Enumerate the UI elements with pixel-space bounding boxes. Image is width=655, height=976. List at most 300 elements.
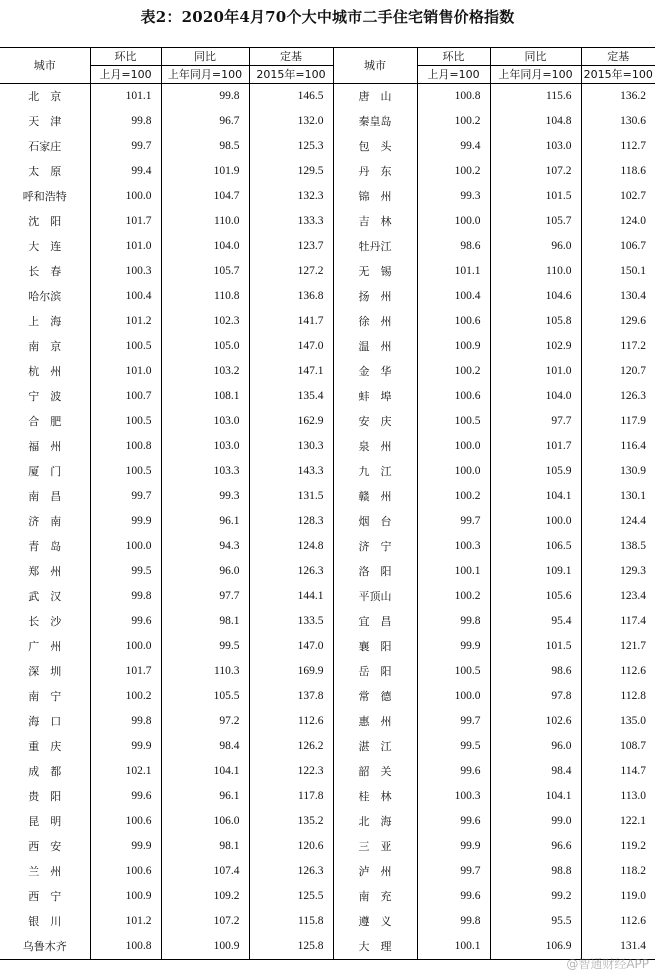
fixed-cell: 115.8	[249, 909, 333, 934]
mom-cell: 100.6	[90, 809, 161, 834]
city-cell: 济 南	[28, 515, 62, 528]
fixed-cell: 124.0	[581, 209, 655, 234]
city-cell: 哈尔滨	[28, 290, 62, 303]
mom-cell: 99.7	[90, 484, 161, 509]
city-cell: 合 肥	[28, 415, 62, 428]
table-body	[0, 84, 655, 960]
yoy-cell: 104.1	[490, 784, 581, 809]
table-row	[0, 884, 655, 909]
mom-cell: 99.5	[90, 559, 161, 584]
city-cell: 武 汉	[28, 590, 62, 603]
yoy-cell: 99.2	[490, 884, 581, 909]
mom-cell: 100.9	[417, 334, 490, 359]
fixed-cell: 123.4	[581, 584, 655, 609]
city-cell: 扬 州	[333, 284, 417, 309]
mom-cell: 101.2	[90, 309, 161, 334]
fixed-cell: 112.6	[581, 909, 655, 934]
yoy-cell: 103.0	[161, 409, 249, 434]
city-cell: 沈 阳	[28, 215, 62, 228]
table-row	[0, 759, 655, 784]
fixed-cell: 130.4	[581, 284, 655, 309]
yoy-cell: 110.0	[490, 259, 581, 284]
city-cell: 无 锡	[333, 259, 417, 284]
yoy-cell: 97.7	[490, 409, 581, 434]
fixed-cell: 130.6	[581, 109, 655, 134]
fixed-cell: 169.9	[249, 659, 333, 684]
fixed-base-header: 2015年=100	[581, 66, 655, 84]
yoy-cell: 101.5	[490, 184, 581, 209]
city-cell: 海 口	[28, 715, 62, 728]
table-row	[0, 184, 655, 209]
mom-cell: 100.8	[417, 84, 490, 110]
yoy-cell: 102.3	[161, 309, 249, 334]
mom-cell: 100.1	[417, 934, 490, 960]
fixed-cell: 124.8	[249, 534, 333, 559]
fixed-cell: 116.4	[581, 434, 655, 459]
mom-cell: 99.9	[90, 834, 161, 859]
yoy-cell: 98.4	[161, 734, 249, 759]
city-cell: 惠 州	[333, 709, 417, 734]
mom-cell: 100.0	[90, 634, 161, 659]
yoy-cell: 108.1	[161, 384, 249, 409]
mom-cell: 100.0	[417, 209, 490, 234]
fixed-cell: 106.7	[581, 234, 655, 259]
city-cell: 九 江	[333, 459, 417, 484]
yoy-cell: 105.8	[490, 309, 581, 334]
fixed-cell: 118.6	[581, 159, 655, 184]
city-cell: 石家庄	[28, 140, 62, 153]
mom-cell: 99.6	[417, 759, 490, 784]
yoy-header: 同比	[161, 48, 249, 66]
yoy-cell: 104.0	[161, 234, 249, 259]
yoy-cell: 98.8	[490, 859, 581, 884]
table-row	[0, 609, 655, 634]
table-row	[0, 284, 655, 309]
yoy-cell: 100.0	[490, 509, 581, 534]
yoy-cell: 110.0	[161, 209, 249, 234]
city-cell: 福 州	[28, 440, 62, 453]
table-row	[0, 334, 655, 359]
yoy-cell: 96.1	[161, 509, 249, 534]
city-cell: 郑 州	[28, 565, 62, 578]
fixed-cell: 132.3	[249, 184, 333, 209]
yoy-cell: 100.9	[161, 934, 249, 960]
city-cell: 南 京	[28, 340, 62, 353]
mom-cell: 99.4	[90, 159, 161, 184]
table-row	[0, 159, 655, 184]
fixed-header: 定基	[581, 48, 655, 66]
mom-cell: 101.0	[90, 359, 161, 384]
mom-cell: 101.0	[90, 234, 161, 259]
mom-cell: 99.3	[417, 184, 490, 209]
city-cell: 泸 州	[333, 859, 417, 884]
fixed-cell: 150.1	[581, 259, 655, 284]
yoy-cell: 110.3	[161, 659, 249, 684]
mom-cell: 101.2	[90, 909, 161, 934]
fixed-cell: 141.7	[249, 309, 333, 334]
yoy-header: 同比	[490, 48, 581, 66]
yoy-cell: 99.5	[161, 634, 249, 659]
fixed-cell: 130.3	[249, 434, 333, 459]
fixed-cell: 120.6	[249, 834, 333, 859]
fixed-cell: 125.5	[249, 884, 333, 909]
header-subrow	[0, 66, 655, 84]
mom-cell: 100.5	[90, 409, 161, 434]
fixed-cell: 112.6	[581, 659, 655, 684]
city-cell: 大 理	[333, 934, 417, 960]
yoy-cell: 96.0	[161, 559, 249, 584]
fixed-cell: 131.5	[249, 484, 333, 509]
mom-cell: 99.7	[90, 134, 161, 159]
mom-cell: 100.5	[90, 459, 161, 484]
city-cell: 宁 波	[28, 390, 62, 403]
fixed-cell: 120.7	[581, 359, 655, 384]
fixed-cell: 126.3	[249, 859, 333, 884]
city-cell: 遵 义	[333, 909, 417, 934]
table-row	[0, 734, 655, 759]
table-row	[0, 684, 655, 709]
mom-cell: 102.1	[90, 759, 161, 784]
yoy-cell: 97.8	[490, 684, 581, 709]
mom-base-header: 上月=100	[90, 66, 161, 84]
table-row	[0, 509, 655, 534]
fixed-cell: 113.0	[581, 784, 655, 809]
yoy-cell: 104.1	[490, 484, 581, 509]
yoy-cell: 115.6	[490, 84, 581, 110]
city-cell: 深 圳	[28, 665, 62, 678]
yoy-cell: 105.0	[161, 334, 249, 359]
city-cell: 贵 阳	[28, 790, 62, 803]
yoy-cell: 98.6	[490, 659, 581, 684]
table-row	[0, 584, 655, 609]
mom-cell: 99.5	[417, 734, 490, 759]
table-row	[0, 659, 655, 684]
city-cell: 成 都	[28, 765, 62, 778]
city-cell: 济 宁	[333, 534, 417, 559]
mom-cell: 101.7	[90, 659, 161, 684]
fixed-cell: 131.4	[581, 934, 655, 960]
yoy-cell: 103.0	[490, 134, 581, 159]
mom-base-header: 上月=100	[417, 66, 490, 84]
city-cell: 牡丹江	[333, 234, 417, 259]
fixed-cell: 126.3	[249, 559, 333, 584]
mom-header: 环比	[417, 48, 490, 66]
mom-cell: 100.4	[417, 284, 490, 309]
table-row	[0, 484, 655, 509]
fixed-cell: 136.2	[581, 84, 655, 110]
yoy-cell: 96.6	[490, 834, 581, 859]
fixed-cell: 138.5	[581, 534, 655, 559]
yoy-cell: 95.5	[490, 909, 581, 934]
city-cell: 太 原	[28, 165, 62, 178]
yoy-cell: 104.6	[490, 284, 581, 309]
city-cell: 青 岛	[28, 540, 62, 553]
yoy-cell: 99.0	[490, 809, 581, 834]
yoy-cell: 104.7	[161, 184, 249, 209]
city-cell: 西 宁	[28, 890, 62, 903]
mom-cell: 99.8	[417, 909, 490, 934]
city-cell: 长 沙	[28, 615, 62, 628]
mom-cell: 100.9	[90, 884, 161, 909]
fixed-cell: 119.2	[581, 834, 655, 859]
city-cell: 桂 林	[333, 784, 417, 809]
yoy-cell: 109.2	[161, 884, 249, 909]
table-row	[0, 409, 655, 434]
mom-cell: 99.6	[90, 609, 161, 634]
fixed-cell: 117.2	[581, 334, 655, 359]
fixed-cell: 108.7	[581, 734, 655, 759]
fixed-cell: 122.3	[249, 759, 333, 784]
city-cell: 乌鲁木齐	[0, 934, 90, 960]
yoy-cell: 95.4	[490, 609, 581, 634]
mom-cell: 100.2	[417, 584, 490, 609]
city-cell: 三 亚	[333, 834, 417, 859]
table-row	[0, 859, 655, 884]
city-cell: 宜 昌	[333, 609, 417, 634]
city-cell: 襄 阳	[333, 634, 417, 659]
yoy-cell: 96.1	[161, 784, 249, 809]
fixed-cell: 117.9	[581, 409, 655, 434]
yoy-cell: 106.0	[161, 809, 249, 834]
mom-cell: 99.6	[90, 784, 161, 809]
fixed-cell: 147.1	[249, 359, 333, 384]
fixed-cell: 126.2	[249, 734, 333, 759]
fixed-cell: 135.4	[249, 384, 333, 409]
fixed-cell: 147.0	[249, 634, 333, 659]
mom-cell: 99.9	[417, 634, 490, 659]
mom-cell: 100.0	[417, 434, 490, 459]
mom-cell: 100.6	[417, 309, 490, 334]
mom-cell: 100.5	[90, 334, 161, 359]
table-row	[0, 709, 655, 734]
city-cell: 重 庆	[28, 740, 62, 753]
yoy-base-header: 上年同月=100	[161, 66, 249, 84]
watermark: @智通财经APP	[566, 957, 649, 971]
mom-cell: 99.8	[417, 609, 490, 634]
city-cell: 泉 州	[333, 434, 417, 459]
city-cell: 常 德	[333, 684, 417, 709]
mom-cell: 100.4	[90, 284, 161, 309]
mom-cell: 100.2	[90, 684, 161, 709]
fixed-cell: 146.5	[249, 84, 333, 110]
yoy-cell: 98.4	[490, 759, 581, 784]
city-cell: 赣 州	[333, 484, 417, 509]
mom-cell: 100.0	[90, 184, 161, 209]
fixed-cell: 143.3	[249, 459, 333, 484]
table-title: 表2：2020年4月70个大中城市二手住宅销售价格指数	[140, 8, 515, 26]
yoy-cell: 107.4	[161, 859, 249, 884]
mom-cell: 99.6	[417, 884, 490, 909]
fixed-cell: 112.8	[581, 684, 655, 709]
mom-cell: 101.1	[417, 259, 490, 284]
city-cell: 温 州	[333, 334, 417, 359]
city-cell: 秦皇岛	[333, 109, 417, 134]
table-row	[0, 109, 655, 134]
yoy-cell: 98.1	[161, 609, 249, 634]
city-cell: 韶 关	[333, 759, 417, 784]
city-cell: 吉 林	[333, 209, 417, 234]
fixed-cell: 102.7	[581, 184, 655, 209]
city-cell: 北 京	[28, 90, 62, 103]
fixed-cell: 137.8	[249, 684, 333, 709]
yoy-cell: 103.3	[161, 459, 249, 484]
city-header: 城市	[333, 48, 417, 84]
city-cell: 锦 州	[333, 184, 417, 209]
mom-header: 环比	[90, 48, 161, 66]
yoy-cell: 105.7	[490, 209, 581, 234]
mom-cell: 100.3	[90, 259, 161, 284]
yoy-cell: 101.9	[161, 159, 249, 184]
city-cell: 包 头	[333, 134, 417, 159]
yoy-cell: 105.6	[490, 584, 581, 609]
city-cell: 广 州	[28, 640, 62, 653]
city-cell: 昆 明	[28, 815, 62, 828]
mom-cell: 100.3	[417, 784, 490, 809]
mom-cell: 100.8	[90, 434, 161, 459]
yoy-cell: 104.8	[490, 109, 581, 134]
yoy-cell: 104.0	[490, 384, 581, 409]
fixed-cell: 133.5	[249, 609, 333, 634]
yoy-cell: 107.2	[490, 159, 581, 184]
table-row	[0, 209, 655, 234]
fixed-cell: 132.0	[249, 109, 333, 134]
price-index-table	[0, 47, 655, 960]
yoy-cell: 103.2	[161, 359, 249, 384]
mom-cell: 99.8	[90, 584, 161, 609]
mom-cell: 100.2	[417, 359, 490, 384]
yoy-cell: 96.0	[490, 734, 581, 759]
yoy-cell: 106.5	[490, 534, 581, 559]
fixed-cell: 129.3	[581, 559, 655, 584]
mom-cell: 98.6	[417, 234, 490, 259]
table-row	[0, 134, 655, 159]
mom-cell: 99.9	[417, 834, 490, 859]
yoy-cell: 102.9	[490, 334, 581, 359]
mom-cell: 99.7	[417, 709, 490, 734]
fixed-cell: 133.3	[249, 209, 333, 234]
mom-cell: 99.6	[417, 809, 490, 834]
yoy-cell: 96.7	[161, 109, 249, 134]
mom-cell: 100.0	[417, 684, 490, 709]
fixed-cell: 127.2	[249, 259, 333, 284]
table-row	[0, 934, 655, 960]
fixed-cell: 144.1	[249, 584, 333, 609]
mom-cell: 100.3	[417, 534, 490, 559]
mom-cell: 100.6	[417, 384, 490, 409]
mom-cell: 101.7	[90, 209, 161, 234]
yoy-cell: 98.5	[161, 134, 249, 159]
mom-cell: 100.2	[417, 159, 490, 184]
fixed-cell: 117.4	[581, 609, 655, 634]
city-cell: 徐 州	[333, 309, 417, 334]
mom-cell: 100.7	[90, 384, 161, 409]
mom-cell: 99.7	[417, 509, 490, 534]
fixed-cell: 112.7	[581, 134, 655, 159]
yoy-cell: 98.1	[161, 834, 249, 859]
city-cell: 湛 江	[333, 734, 417, 759]
city-cell: 厦 门	[28, 465, 62, 478]
city-cell: 南 宁	[28, 690, 62, 703]
table-row	[0, 909, 655, 934]
mom-cell: 100.1	[417, 559, 490, 584]
fixed-cell: 135.0	[581, 709, 655, 734]
yoy-cell: 97.2	[161, 709, 249, 734]
city-cell: 南 昌	[28, 490, 62, 503]
city-cell: 丹 东	[333, 159, 417, 184]
mom-cell: 100.8	[90, 934, 161, 960]
yoy-cell: 97.7	[161, 584, 249, 609]
yoy-cell: 107.2	[161, 909, 249, 934]
table-row	[0, 459, 655, 484]
table-row	[0, 359, 655, 384]
yoy-cell: 106.9	[490, 934, 581, 960]
fixed-cell: 130.9	[581, 459, 655, 484]
mom-cell: 100.2	[417, 109, 490, 134]
fixed-cell: 118.2	[581, 859, 655, 884]
fixed-cell: 129.6	[581, 309, 655, 334]
city-cell: 岳 阳	[333, 659, 417, 684]
fixed-cell: 136.8	[249, 284, 333, 309]
yoy-cell: 99.3	[161, 484, 249, 509]
yoy-cell: 105.9	[490, 459, 581, 484]
table-row	[0, 559, 655, 584]
mom-cell: 99.9	[90, 509, 161, 534]
city-cell: 烟 台	[333, 509, 417, 534]
fixed-cell: 162.9	[249, 409, 333, 434]
yoy-cell: 102.6	[490, 709, 581, 734]
mom-cell: 100.0	[417, 459, 490, 484]
fixed-cell: 121.7	[581, 634, 655, 659]
yoy-cell: 101.0	[490, 359, 581, 384]
table-row	[0, 834, 655, 859]
city-cell: 兰 州	[28, 865, 62, 878]
table-row	[0, 384, 655, 409]
city-cell: 北 海	[333, 809, 417, 834]
yoy-cell: 103.0	[161, 434, 249, 459]
fixed-cell: 128.3	[249, 509, 333, 534]
fixed-cell: 119.0	[581, 884, 655, 909]
city-cell: 上 海	[28, 315, 62, 328]
fixed-cell: 112.6	[249, 709, 333, 734]
yoy-cell: 110.8	[161, 284, 249, 309]
city-cell: 银 川	[28, 915, 62, 928]
yoy-cell: 109.1	[490, 559, 581, 584]
mom-cell: 99.8	[90, 709, 161, 734]
mom-cell: 101.1	[90, 84, 161, 110]
table-row	[0, 234, 655, 259]
mom-cell: 99.9	[90, 734, 161, 759]
mom-cell: 99.7	[417, 859, 490, 884]
yoy-cell: 94.3	[161, 534, 249, 559]
yoy-cell: 101.5	[490, 634, 581, 659]
city-cell: 蚌 埠	[333, 384, 417, 409]
city-cell: 杭 州	[28, 365, 62, 378]
fixed-cell: 125.8	[249, 934, 333, 960]
fixed-header: 定基	[249, 48, 333, 66]
city-header: 城市	[0, 48, 90, 84]
yoy-cell: 105.7	[161, 259, 249, 284]
fixed-cell: 114.7	[581, 759, 655, 784]
city-cell: 呼和浩特	[22, 190, 67, 203]
table-row	[0, 784, 655, 809]
mom-cell: 100.2	[417, 484, 490, 509]
mom-cell: 100.5	[417, 409, 490, 434]
yoy-base-header: 上年同月=100	[490, 66, 581, 84]
fixed-cell: 124.4	[581, 509, 655, 534]
fixed-base-header: 2015年=100	[249, 66, 333, 84]
fixed-cell: 126.3	[581, 384, 655, 409]
fixed-cell: 123.7	[249, 234, 333, 259]
